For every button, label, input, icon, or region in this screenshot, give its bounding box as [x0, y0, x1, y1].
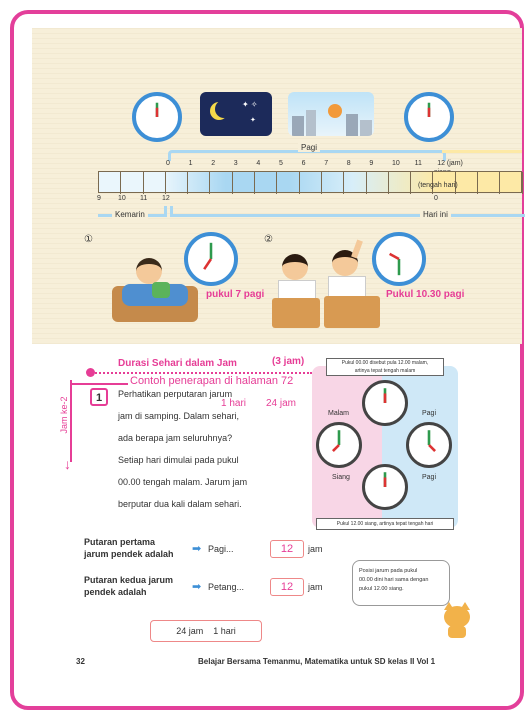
- noon-zero: 0: [434, 195, 438, 202]
- section-title-hours: (3 jam): [272, 356, 305, 367]
- timeline-cell: [500, 172, 522, 194]
- bottom-num-10: 10: [118, 195, 126, 202]
- bottom-num-9: 9: [97, 195, 101, 202]
- pukul-1030-label: Pukul 10.30 pagi: [386, 289, 465, 300]
- jam24-label: 24 jam: [266, 398, 297, 409]
- diagram-clock-bottom: [362, 464, 408, 510]
- row1-unit: jam: [308, 544, 323, 554]
- timeline-top-number: 8: [346, 160, 351, 167]
- page-number: 32: [76, 657, 85, 666]
- timeline-top-number: 6: [301, 160, 306, 167]
- pagi-top-label: Pagi: [298, 143, 320, 152]
- hari-ini-label: Hari ini: [420, 210, 451, 219]
- row1-answer-box[interactable]: 12: [270, 540, 304, 558]
- hari-label: 1 hari: [221, 398, 247, 409]
- city-morning-image: [288, 92, 374, 136]
- timeline-top-number: 3: [233, 160, 238, 167]
- timeline-banner: [32, 28, 522, 344]
- diagram-clock-right: [406, 422, 452, 468]
- diagram-pagi-bottom: Pagi: [422, 474, 437, 481]
- timeline-cell: [277, 172, 299, 194]
- contoh-underline: [70, 383, 128, 385]
- timeline-cell: [121, 172, 143, 194]
- diagram-siang: Siang: [332, 474, 350, 481]
- timeline-cell: [211, 172, 233, 194]
- bottom-num-12: 12: [162, 195, 170, 202]
- clock-cycle-diagram: [312, 360, 458, 528]
- scene-2-marker: ②: [264, 234, 273, 245]
- row2-arrow-icon: ➡: [192, 581, 202, 593]
- row2-unit: jam: [308, 582, 323, 592]
- timeline-cell: [255, 172, 277, 194]
- clock-noon-right: [404, 92, 454, 142]
- scene-1-marker: ①: [84, 234, 93, 245]
- timeline-cell: [166, 172, 188, 194]
- timeline-top-number: 4: [256, 160, 261, 167]
- problem-line-1: Perhatikan perputaran jarum: [118, 389, 233, 399]
- row1-label: Putaran pertama jarum pendek adalah: [84, 537, 174, 559]
- timeline-bar: [98, 171, 522, 193]
- diagram-top-note: Pukul 00.00 disebut pula 12.00 malam, artinya tepat tengah malam: [326, 358, 444, 376]
- timeline-cell: [300, 172, 322, 194]
- side-vertical-bar: [70, 380, 72, 462]
- clock-1030-pagi: [372, 232, 426, 286]
- timeline-top-number: 0: [166, 160, 170, 167]
- problem-line-2: jam di samping. Dalam sehari,: [118, 411, 240, 421]
- timeline-cell: [233, 172, 255, 194]
- kemarin-label: Kemarin: [112, 210, 148, 219]
- timeline-cell: [367, 172, 389, 194]
- timeline-top-number: 10: [392, 160, 400, 167]
- timeline-cell: [322, 172, 344, 194]
- timeline-cell: [144, 172, 166, 194]
- timeline-top-number: 5: [279, 160, 283, 167]
- timeline-top-number: 11: [414, 160, 422, 167]
- diagram-bottom-note: Pukul 12.00 siang, artinya tepat tengah hari: [316, 518, 454, 530]
- timeline-cell: [344, 172, 366, 194]
- timeline-top-number: 2: [211, 160, 216, 167]
- timeline-cell: [389, 172, 411, 194]
- students-at-desks-illustration: [272, 240, 384, 330]
- contoh-link[interactable]: Contoh penerapan di halaman 72: [130, 375, 294, 387]
- speech-bubble: Posisi jarum pada pukul 00.00 dini hari sama dengan pukul 12.00 siang.: [352, 560, 450, 606]
- summary-box: 24 jam 1 hari: [150, 620, 262, 642]
- diagram-malam: Malam: [328, 410, 350, 417]
- row1-arrow-text: Pagi...: [208, 544, 234, 554]
- cat-mascot-illustration: [440, 600, 476, 640]
- down-arrow-icon: ↓: [64, 456, 71, 472]
- timeline-cell: [456, 172, 478, 194]
- section-title: Durasi Sehari dalam Jam: [118, 358, 237, 369]
- problem-line-5: 00.00 tengah malam. Jarum jam: [118, 477, 248, 487]
- row2-arrow-text: Petang...: [208, 582, 245, 592]
- row2-answer-box[interactable]: 12: [270, 578, 304, 596]
- timeline-top-number: 1: [188, 160, 193, 167]
- diagram-pagi-right: Pagi: [422, 410, 437, 417]
- hari-ini-bracket: [170, 206, 525, 217]
- row2-label: Putaran kedua jarum pendek adalah: [84, 575, 174, 597]
- timeline-cell: [478, 172, 500, 194]
- bottom-num-11: 11: [140, 195, 148, 202]
- section-dot: [86, 368, 95, 377]
- timeline-cell: [188, 172, 210, 194]
- diagram-clock-left: [316, 422, 362, 468]
- pukul-7-label: pukul 7 pagi: [206, 289, 265, 300]
- clock-7-pagi: [184, 232, 238, 286]
- clock-midnight-left: [132, 92, 182, 142]
- book-title: Belajar Bersama Temanmu, Matematika untuk SD kelas II Vol 1: [198, 657, 436, 666]
- timeline-cell: [99, 172, 121, 194]
- timeline-top-number: 7: [324, 160, 329, 167]
- problem-line-6: berputar dua kali dalam sehari.: [118, 499, 242, 509]
- row1-arrow-icon: ➡: [192, 543, 202, 555]
- tengah-hari-label: (tengah hari): [418, 182, 458, 189]
- problem-number: 1: [90, 388, 108, 406]
- jam-ke-2-label: Jam ke-2: [59, 396, 69, 434]
- night-sky-image: ✦ ✧ ✦: [200, 92, 272, 136]
- problem-line-4: Setiap hari dimulai pada pukul: [118, 455, 239, 465]
- timeline-top-number: 9: [369, 160, 374, 167]
- section-dotted-line: [92, 372, 312, 374]
- timeline-top-number: 12 (jam): [437, 160, 463, 167]
- diagram-clock-top: [362, 380, 408, 426]
- problem-line-3: ada berapa jam seluruhnya?: [118, 433, 233, 443]
